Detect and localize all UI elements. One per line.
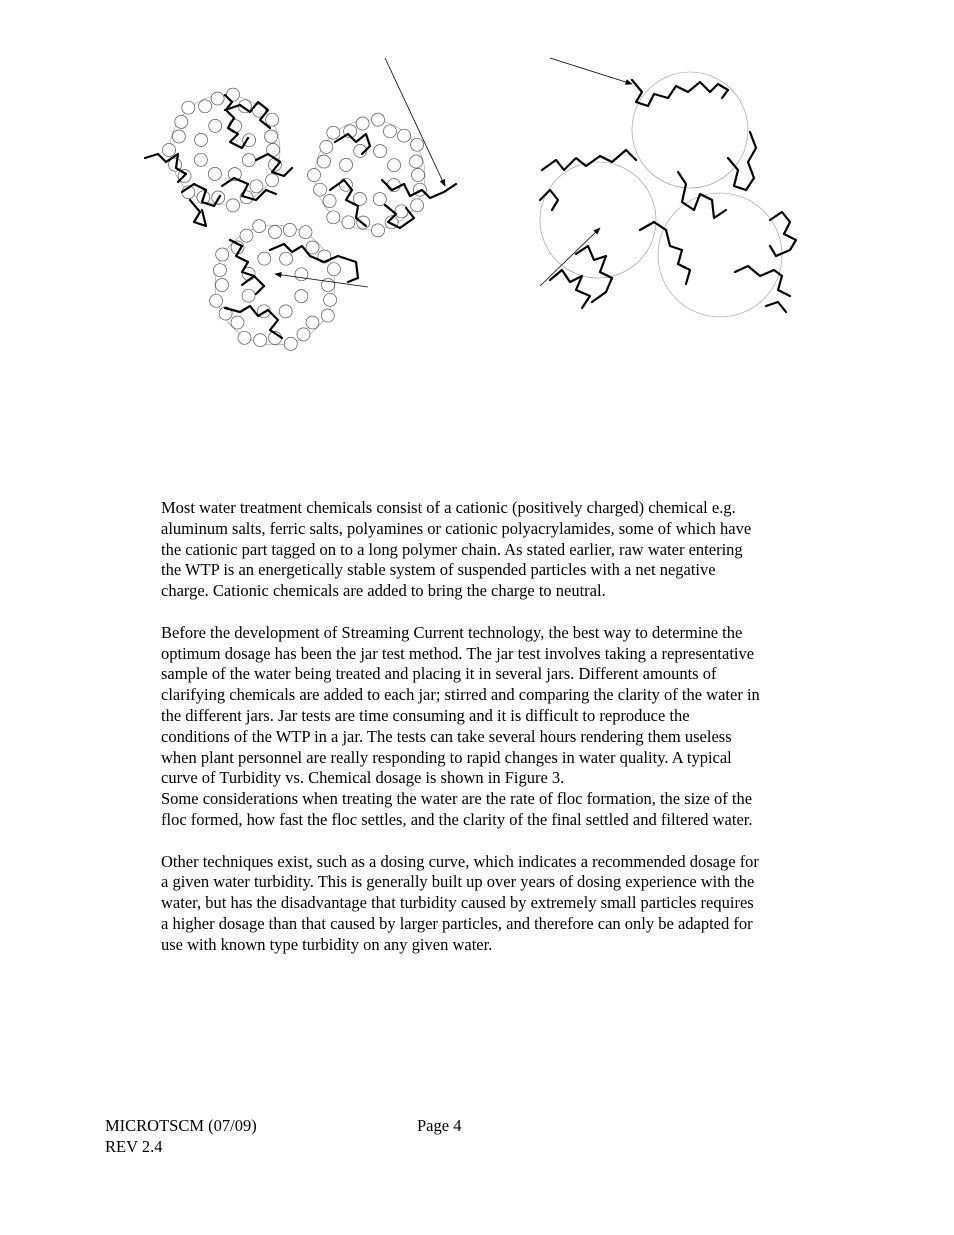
ion-circle	[209, 119, 222, 132]
ion-circle	[314, 183, 327, 196]
ion-circle	[410, 155, 423, 168]
ion-circle	[242, 154, 255, 167]
ion-circle	[208, 167, 221, 180]
footer-left	[105, 1116, 257, 1158]
ion-circle	[213, 264, 226, 277]
footer-revision: REV 2.4	[105, 1136, 163, 1156]
ion-circle	[269, 226, 282, 239]
ion-circle	[388, 159, 401, 172]
ion-circle	[163, 144, 176, 157]
paragraph-considerations: Some considerations when treating the water are the rate of floc formation, the size of the floc formed, how fast the floc settles, and the clarity of the final settled and filtered water.	[161, 789, 753, 829]
ion-circle	[231, 316, 244, 329]
ion-circle	[258, 252, 271, 265]
paragraph-cationic-chemicals: Most water treatment chemicals consist of a cationic (positively charged) chemical e.g. aluminum salts, ferric salts, polyamines or cationic polyacrylamides, some of which have the cationic part tagged on to a long polymer chain. As stated earlier, raw water entering the WTP is an energetically stable system of suspended particles with a net negative charge. Cationic chemicals are added to bring the charge to neutral.	[161, 498, 752, 601]
ion-circle	[295, 290, 308, 303]
ion-circle	[182, 101, 195, 114]
ion-circle	[395, 205, 408, 218]
right-floc-formation	[540, 58, 796, 317]
ion-circle	[210, 294, 223, 307]
ion-circle	[175, 115, 188, 128]
ion-circle	[266, 174, 279, 187]
ion-circle	[250, 180, 263, 193]
ion-circle	[253, 220, 266, 233]
footer-doc-id: MICROTSCM (07/09)	[105, 1116, 257, 1135]
ion-circle	[284, 337, 297, 350]
ion-circle	[323, 195, 336, 208]
ion-circle	[227, 199, 240, 212]
ion-circle	[411, 138, 424, 151]
paragraph-dosing-curve: Other techniques exist, such as a dosing curve, which indicates a recommended dosage for a given water turbidity. This is generally built up over years of dosing experience with the water, but has the disadvantage that turbidity caused by extremely small particles requires a higher dosage than that caused by larger particles, and therefore can only be adapted for use with known type turbidity on any given water.	[161, 851, 759, 954]
ion-circle	[356, 117, 369, 130]
ion-circle	[320, 140, 333, 153]
left-particle-clusters	[145, 58, 456, 350]
ion-circle	[211, 92, 224, 105]
ion-circle	[340, 158, 353, 171]
ion-circle	[411, 199, 424, 212]
ion-circle	[342, 216, 355, 229]
paragraph-jar-test: Before the development of Streaming Current technology, the best way to determine the optimum dosage has been the jar test method. The jar test involves taking a representative sample of the water being treated and placing it in several jars. Different amounts of clarifying chemicals are added to each jar; stirred and comparing the clarity of the water in the different jars. Jar tests are time consuming and it is difficult to reproduce the conditions of the WTP in a jar. The tests can take several hours rendering them useless when plant personnel are really responding to rapid changes in water quality. A typical curve of Turbidity vs. Chemical dosage is shown in Figure 3.	[161, 622, 760, 788]
ion-circle	[297, 328, 310, 341]
polymer-chains-right	[540, 80, 796, 312]
ion-circle	[324, 293, 337, 306]
ion-circle	[327, 263, 340, 276]
ion-circle	[299, 226, 312, 239]
ion-circle	[306, 316, 319, 329]
ion-circle	[398, 129, 411, 142]
body-text	[161, 498, 851, 976]
ion-circle	[266, 113, 279, 126]
ion-circle	[372, 224, 385, 237]
ion-circle	[238, 331, 251, 344]
ion-circle	[216, 279, 229, 292]
ion-circle	[383, 125, 396, 138]
ion-circle	[195, 133, 208, 146]
floc-outline	[540, 162, 656, 278]
ion-circle	[327, 211, 340, 224]
ion-circle	[280, 252, 293, 265]
ion-circle	[199, 100, 212, 113]
ion-circle	[317, 155, 330, 168]
ion-circle	[194, 153, 207, 166]
ion-circle	[373, 193, 386, 206]
ion-circle	[254, 334, 267, 347]
ion-circle	[265, 130, 278, 143]
footer-page-number: Page 4	[417, 1116, 462, 1135]
ion-circle	[412, 169, 425, 182]
ion-circle	[216, 248, 229, 261]
ion-circle	[240, 229, 253, 242]
ion-circle	[327, 126, 340, 139]
floc-formation-figure	[130, 50, 810, 370]
ion-circle	[283, 223, 296, 236]
floc-outline	[658, 193, 782, 317]
ion-circle	[279, 305, 292, 318]
ion-circle	[172, 130, 185, 143]
positive-ion-circles	[163, 88, 427, 350]
arrow	[550, 58, 632, 84]
ion-circle	[242, 289, 255, 302]
ion-circle	[372, 113, 385, 126]
ion-circle	[374, 145, 387, 158]
ion-circle	[321, 309, 334, 322]
ion-circle	[295, 268, 308, 281]
ion-circle	[308, 169, 321, 182]
